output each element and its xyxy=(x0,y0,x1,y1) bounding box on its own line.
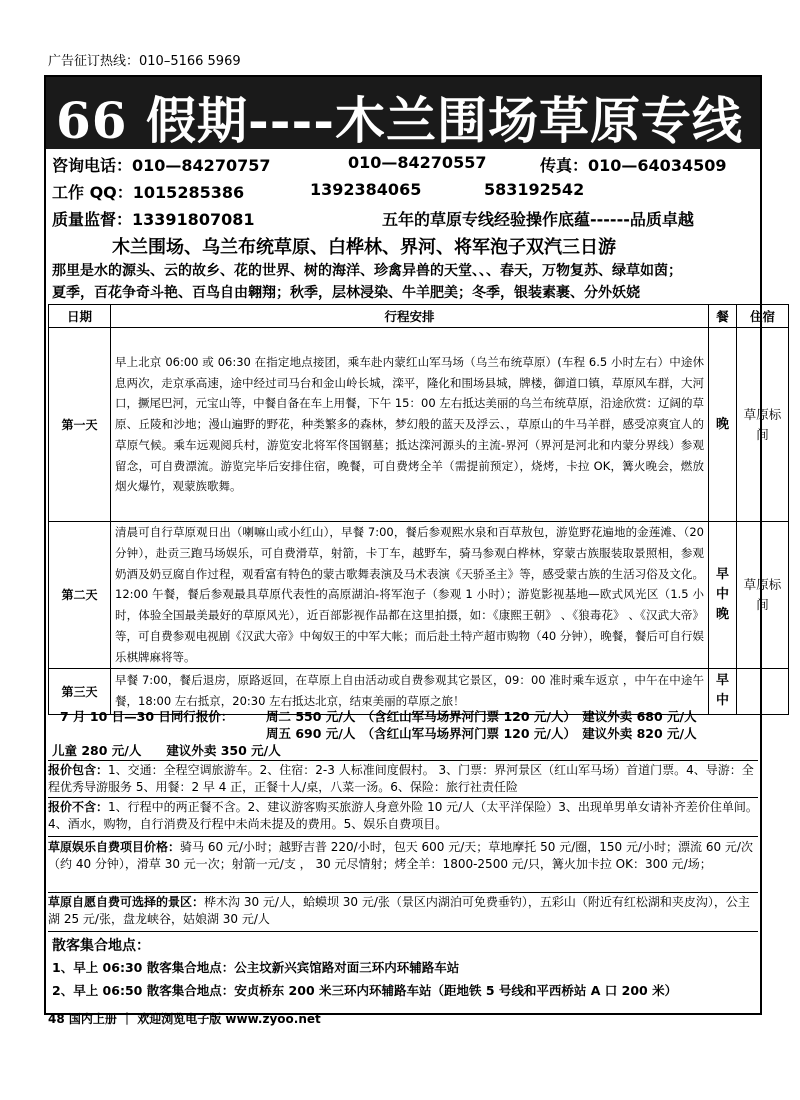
header-meal: 餐 xyxy=(709,305,737,328)
day-meal: 早中 xyxy=(709,668,737,714)
divider xyxy=(48,836,758,837)
fax-number: 010—64034509 xyxy=(588,156,727,175)
optional-block xyxy=(48,894,758,928)
day-label: 第三天 xyxy=(49,668,111,714)
intro-line-1: 那里是水的源头、云的故乡、花的世界、树的海洋、珍禽异兽的天堂、、、春天，万物复苏、绿草如茵； xyxy=(52,263,682,279)
divider xyxy=(48,797,758,798)
fax-label: 传真： xyxy=(540,156,589,175)
price-child: 儿童 280 元/人 建议外卖 350 元/人 xyxy=(52,743,281,758)
quality-number: 13391807081 xyxy=(132,210,255,229)
qq-label: 工作 QQ： xyxy=(52,183,133,202)
day-stay: 草原标间 xyxy=(737,328,789,522)
header-date: 日期 xyxy=(49,305,111,328)
includes-label: 报价包含： xyxy=(48,763,109,777)
qq-1: 1015285386 xyxy=(132,183,245,202)
excludes-block xyxy=(48,799,758,833)
table-row xyxy=(49,522,789,669)
ad-hotline: 广告征订热线：010–5166 5969 xyxy=(48,54,241,69)
page-title: 66 假期----木兰围场草原专线 xyxy=(56,91,743,150)
excludes-text: 1、行程中的两正餐不含。2、建议游客购买旅游人身意外险 10 元/人（太平洋保险）3、出现单男单女请补齐差价住单间。4、酒水，购物，自行消费及行程中未尚未提及的费用。5、娱乐自费项目。 xyxy=(48,800,758,831)
day-stay: 草原标间 xyxy=(737,522,789,669)
intro-line-2: 夏季，百花争奇斗艳、百鸟自由翱翔；秋季，层林浸染、牛羊肥美；冬季，银装素裹、分外妖娆 xyxy=(52,285,640,301)
meeting-point-1 xyxy=(52,958,459,976)
divider xyxy=(48,931,758,932)
meeting-point-2 xyxy=(52,981,677,999)
day-label: 第一天 xyxy=(49,328,111,522)
entertainment-text: 骑马 60 元/小时；越野吉普 220/小时，包天 600 元/天；草地摩托 50 元/圈，150 元/小时；漂流 60 元/次（约 40 分钟），滑草 30 元一次；射箭一元/支 ， 30 元尽情射；烤全羊：1800-2500 元/只，篝火加卡拉 OK：300 元/场； xyxy=(48,840,753,871)
phone-label: 咨询电话： xyxy=(52,156,133,175)
slogan: 五年的草原专线经验操作底蕴------品质卓越 xyxy=(382,210,694,229)
day-description: 早餐 7:00，餐后退房，原路返回，在草原上自由活动或自费参观其它景区，09：00 准时乘车返京 ，中午在中途午餐，18:00 左右抵京，20:30 左右抵达北京，结束美丽的草原之旅！ xyxy=(111,668,709,714)
meeting-point-1-text: 公主坟新兴宾馆路对面三环内环辅路车站 xyxy=(234,960,460,975)
header-schedule: 行程安排 xyxy=(111,305,709,328)
quality-row xyxy=(52,207,254,230)
header-stay: 住宿 xyxy=(737,305,789,328)
qq-2: 1392384065 xyxy=(310,180,422,199)
day-label: 第二天 xyxy=(49,522,111,669)
entertainment-block xyxy=(48,839,758,873)
phone-2: 010—84270557 xyxy=(348,153,487,172)
meeting-point-2-text: 安贞桥东 200 米三环内环辅路车站（距地铁 5 号线和平西桥站 A 口 200 米） xyxy=(234,983,678,998)
fax-row xyxy=(540,153,726,176)
day-description: 早上北京 06:00 或 06:30 在指定地点接团，乘车赴内蒙红山军马场（乌兰布统草原）(车程 6.5 小时左右）中途休息两次，走京承高速，途中经过司马台和金山岭长城，滦平，隆化和围场县城，牌楼，御道口镇，草原风车群，大河口，撅尾巴河，元宝山等，中餐自备在车上用餐，下午 15：00 左右抵达美丽的乌兰布统草原，沿途欣赏：辽阔的草原、丘陵和沙地；漫山遍野的野花，种类繁多的森林，梦幻般的蓝天及浮云、，草原山的牛马羊群，感受凉爽宜人的草原气候。乘车远观阅兵村，游览安北将军佟国钢墓；抵达滦河源头的主流-界河（界河是河北和内蒙分界线）参观留念，可自费漂流。游览完毕后安排住宿，晚餐，可自费烤全羊（需提前预定），烧烤，卡拉 OK，篝火晚会，燃放烟火爆竹，观蒙族歌舞。 xyxy=(111,328,709,522)
route-subtitle: 木兰围场、乌兰布统草原、白桦林、界河、将军泡子双汽三日游 xyxy=(112,237,616,258)
price-line-1: 周二 550 元/人 （含红山军马场界河门票 120 元/人） 建议外卖 680 元/人 xyxy=(266,709,697,724)
price-block xyxy=(48,708,758,759)
table-header-row xyxy=(49,305,789,328)
itinerary-table xyxy=(48,304,789,715)
phone-1: 010—84270757 xyxy=(132,156,271,175)
divider xyxy=(48,760,758,761)
day-description: 清晨可自行草原观日出（喇嘛山或小红山），早餐 7:00，餐后参观熙水泉和百草敖包，游览野花遍地的金莲滩、（20 分钟），赴贡三跑马场娱乐，可自费滑草，射箭，卡丁车，越野车，骑马参观白桦林，穿蒙古族服装取景照相，参观奶酒及奶豆腐自作过程，观看富有特色的蒙古歌舞表演及马术表演《天骄圣主》等，感受蒙古族的生活习俗及文化。12:00 午餐，餐后参观最具草原代表性的高原湖泊-将军泡子（参观 1 小时）；游览影视基地—欧式风光区（1.5 小时，体验全国最美最好的草原风光），近百部影视作品都在这里拍摄，如：《康熙王朝》 、《狼毒花》 、《汉武大帝》等，可自费参观电视剧《汉武大帝》中匈奴王的中军大帐；而后赴土特产超市购物（40 分钟），晚餐，餐后可自行娱乐棋牌麻将等。 xyxy=(111,522,709,669)
phone-row xyxy=(52,153,270,176)
day-meal: 早中晚 xyxy=(709,522,737,669)
optional-label: 草原自愿自费可选择的景区： xyxy=(48,895,205,909)
page-footer: 48 国内上册 ｜ 欢迎浏览电子版 www.zyoo.net xyxy=(48,1012,321,1026)
includes-text: 1、交通：全程空调旅游车。2、住宿：2-3 人标准间度假村。 3、门票：界河景区（红山军马场）首道门票。4、导游：全程优秀导游服务 5、用餐：2 早 4 正，正餐十人/桌，八菜一汤。6、保险：旅行社责任险 xyxy=(48,763,754,794)
includes-block xyxy=(48,762,758,796)
qq-3: 583192542 xyxy=(484,180,585,199)
meeting-title: 散客集合地点： xyxy=(52,938,150,954)
quality-label: 质量监督： xyxy=(52,210,133,229)
title-banner xyxy=(46,77,760,149)
price-label: 7 月 10 日—30 日同行报价： xyxy=(60,709,234,724)
divider xyxy=(48,892,758,893)
meeting-point-2-label: 2、早上 06:50 散客集合地点： xyxy=(52,983,235,998)
qq-row xyxy=(52,180,244,203)
table-row xyxy=(49,328,789,522)
excludes-label: 报价不含： xyxy=(48,800,109,814)
optional-text: 桦木沟 30 元/人，蛤蟆坝 30 元/张（景区内湖泊可免费垂钓），五彩山（附近有红松湖和夹皮沟），公主湖 25 元/张，盘龙峡谷，姑娘湖 30 元/人 xyxy=(48,895,750,926)
meeting-point-1-label: 1、早上 06:30 散客集合地点： xyxy=(52,960,235,975)
entertainment-label: 草原娱乐自费项目价格： xyxy=(48,840,181,854)
day-meal: 晚 xyxy=(709,328,737,522)
price-line-2: 周五 690 元/人 （含红山军马场界河门票 120 元/人） 建议外卖 820 元/人 xyxy=(266,726,697,741)
